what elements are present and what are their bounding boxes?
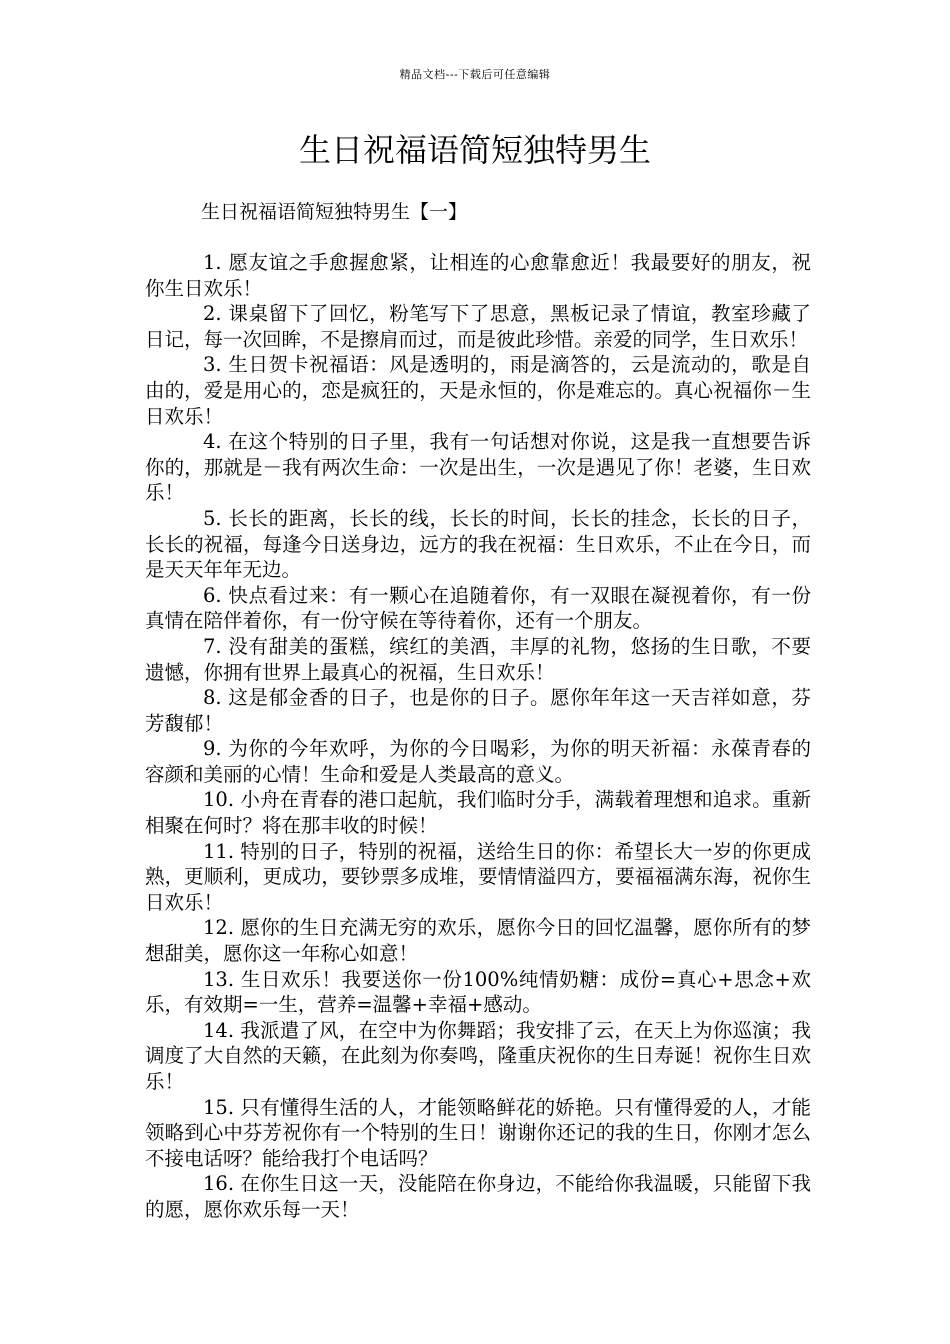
list-item: 15. 只有懂得生活的人，才能领略鲜花的娇艳。只有懂得爱的人，才能领略到心中芬芳祝你有一个特别的生日！谢谢你还记的我的生日，你刚才怎么不接电话呀？能给我打个电话吗？ — [145, 1095, 811, 1170]
list-item: 2. 课桌留下了回忆，粉笔写下了思意，黑板记录了情谊，教室珍藏了日记，每一次回眸，不是擦肩而过，而是彼此珍惜。亲爱的同学，生日欢乐！ — [145, 302, 811, 351]
list-item: 8. 这是郁金香的日子，也是你的日子。愿你年年这一天吉祥如意，芬芳馥郁！ — [145, 686, 811, 735]
list-item: 13. 生日欢乐！我要送你一份100%纯情奶糖：成份=真心+思念+欢乐，有效期=一生，营养=温馨+幸福+感动。 — [145, 967, 811, 1017]
list-item: 11. 特别的日子，特别的祝福，送给生日的你：希望长大一岁的你更成熟，更顺利，更成功，要钞票多成堆，要情情溢四方，要福福满东海，祝你生日欢乐！ — [145, 839, 811, 914]
list-item: 1. 愿友谊之手愈握愈紧，让相连的心愈靠愈近！我最要好的朋友，祝你生日欢乐！ — [145, 251, 811, 300]
list-item: 9. 为你的今年欢呼，为你的今日喝彩，为你的明天祈福：永葆青春的容颜和美丽的心情！生命和爱是人类最高的意义。 — [145, 737, 811, 786]
list-item: 6. 快点看过来：有一颗心在追随着你，有一双眼在凝视着你，有一份真情在陪伴着你，有一份守候在等待着你，还有一个朋友。 — [145, 583, 811, 633]
list-item: 12. 愿你的生日充满无穷的欢乐，愿你今日的回忆温馨，愿你所有的梦想甜美，愿你这一年称心如意！ — [145, 916, 811, 966]
header-note: 精品文档---下载后可任意编辑 — [399, 68, 551, 81]
list-item: 4. 在这个特别的日子里，我有一句话想对你说，这是我一直想要告诉你的，那就是－我有两次生命：一次是出生，一次是遇见了你！老婆，生日欢乐！ — [145, 430, 811, 505]
list-item: 5. 长长的距离，长长的线，长长的时间，长长的挂念，长长的日子，长长的祝福，每逢今日送身边，远方的我在祝福：生日欢乐，不止在今日，而是天天年年无边。 — [145, 506, 811, 582]
list-item: 14. 我派遣了风，在空中为你舞蹈；我安排了云，在天上为你巡演；我调度了大自然的天籁，在此刻为你奏鸣，隆重庆祝你的生日寿诞！祝你生日欢乐！ — [145, 1018, 811, 1093]
wish-list — [145, 250, 811, 1223]
list-item: 7. 没有甜美的蛋糕，缤红的美酒，丰厚的礼物，悠扬的生日歌，不要遗憾，你拥有世界上最真心的祝福，生日欢乐！ — [145, 634, 811, 684]
document-title: 生日祝福语简短独特男生 — [298, 131, 651, 169]
list-item: 3. 生日贺卡祝福语：风是透明的，雨是滴答的，云是流动的，歌是自由的，爱是用心的，恋是疯狂的，天是永恒的，你是难忘的。真心祝福你－生日欢乐！ — [145, 353, 811, 428]
list-item: 16. 在你生日这一天，没能陪在你身边，不能给你我温暖，只能留下我的愿，愿你欢乐每一天！ — [145, 1172, 811, 1221]
list-item: 10. 小舟在青春的港口起航，我们临时分手，满载着理想和追求。重新相聚在何时？将在那丰收的时候！ — [145, 788, 811, 838]
section-heading: 生日祝福语简短独特男生【一】 — [201, 201, 468, 223]
